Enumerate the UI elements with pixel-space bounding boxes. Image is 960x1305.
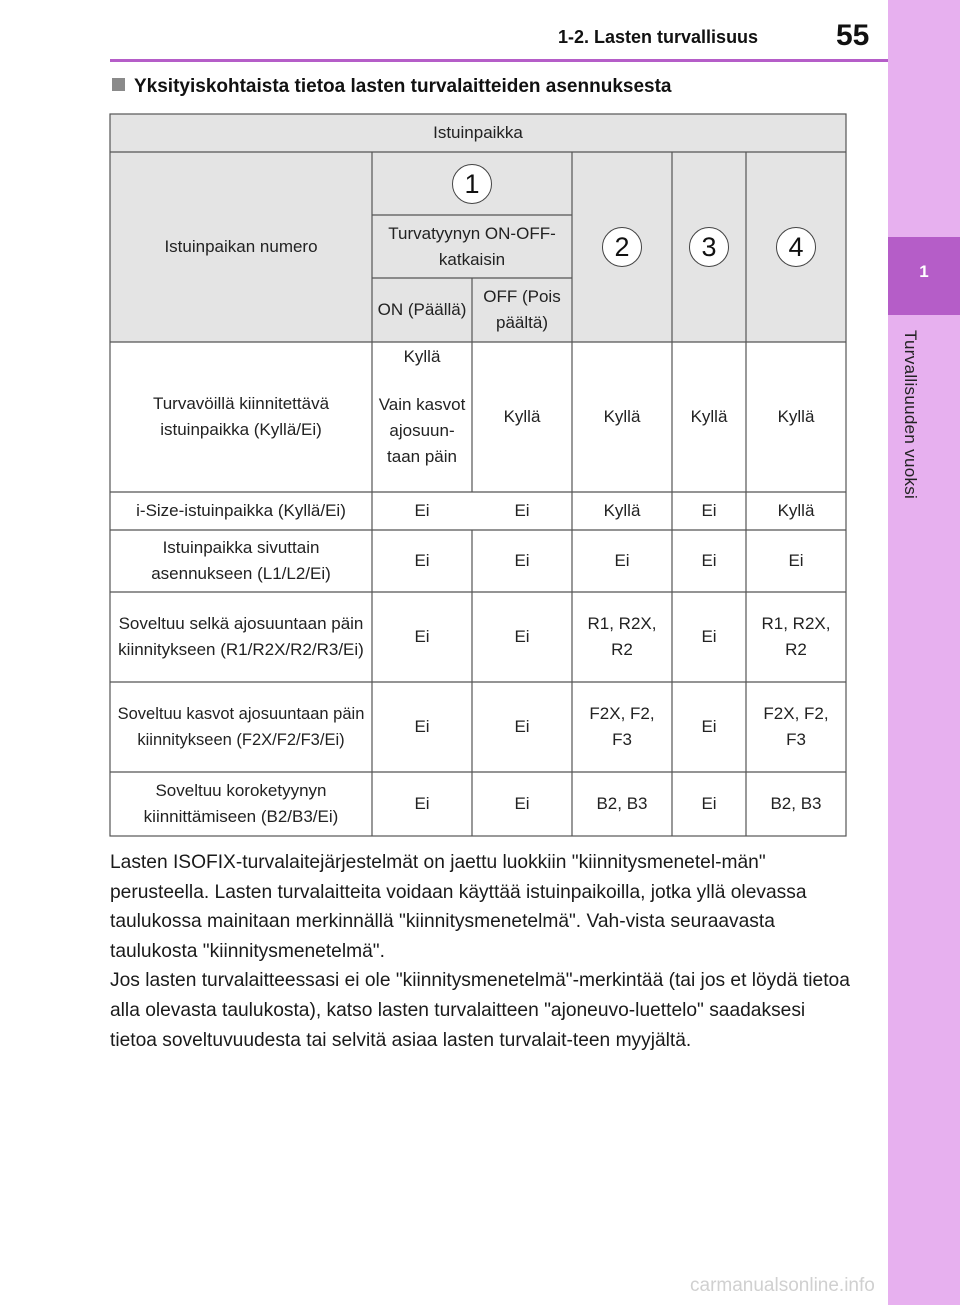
seat-number-2-icon: 2 — [602, 227, 642, 267]
paragraph: Lasten ISOFIX-turvalaitejärjestelmät on jaettu luokkiin "kiinnitysmenetel-män" perusteella. Lasten turvalaitteita voidaan käyttää istuinpaikoilla, jotka yllä olevassa taulukossa mainitaan merkinnällä "kiinnitysmenetelmä". Vah-vista seuraavasta taulukosta "kiinnitysmenetelmä". — [110, 852, 807, 962]
paragraph: Jos lasten turvalaitteessasi ei ole "kiinnitysmenetelmä"-merkintää (tai jos et löydä tietoa alla olevasta taulukosta), katso lasten turvalaitteen "ajoneuvo-luettelo" saadaksesi tietoa soveltuvuudesta tai selvitä asiaa lasten turvalait-teen myyjältä. — [110, 970, 850, 1051]
seat-number-label: Istuinpaikan numero — [164, 237, 318, 256]
row-label: Soveltuu kasvot ajosuuntaan päin kiinnitykseen (F2X/F2/F3/Ei) — [117, 705, 365, 749]
table-cell: Ei — [514, 501, 530, 520]
table-cell: Ei — [701, 501, 717, 520]
table-header-seat-position: Istuinpaikka — [433, 123, 523, 142]
table-cell: Ei — [788, 551, 804, 570]
table-cell: B2, B3 — [770, 794, 822, 813]
table-cell: Kyllä — [777, 407, 815, 426]
seat-number-1-icon: 1 — [452, 164, 492, 204]
row-label: i-Size-istuinpaikka (Kyllä/Ei) — [136, 501, 346, 520]
chapter-number: 1 — [919, 262, 929, 281]
seat-2-cell — [572, 152, 672, 342]
table-cell: Vain kasvot ajosuun-taan päin — [378, 395, 466, 466]
table-cell: Ei — [701, 551, 717, 570]
table-cell: Kyllä — [403, 347, 441, 366]
body-text — [110, 848, 850, 1055]
table-cell: Ei — [514, 794, 530, 813]
table-cell: R1, R2X, R2 — [587, 614, 657, 659]
table-cell: Ei — [414, 627, 430, 646]
chapter-title: Turvallisuuden vuoksi — [901, 330, 920, 500]
table-cell: Ei — [514, 627, 530, 646]
seat-number-3-icon: 3 — [689, 227, 729, 267]
table-cell: Kyllä — [777, 501, 815, 520]
row-label: Soveltuu selkä ajosuuntaan päin kiinnitykseen (R1/R2X/R2/R3/Ei) — [118, 614, 364, 659]
table-cell: Ei — [701, 717, 717, 736]
seat-1-cell — [372, 152, 572, 215]
airbag-switch-label: Turvatyynyn ON-OFF-katkaisin — [388, 223, 556, 269]
row-label: Soveltuu koroketyynyn kiinnittämiseen (B2/B3/Ei) — [143, 781, 339, 826]
table-cell: Ei — [614, 551, 630, 570]
section-title: 1-2. Lasten turvallisuus — [558, 27, 759, 47]
table-cell: Ei — [514, 551, 530, 570]
table-cell: Ei — [701, 794, 717, 813]
table-cell: Ei — [414, 551, 430, 570]
table-cell: Kyllä — [503, 407, 541, 426]
table-cell: R1, R2X, R2 — [761, 614, 831, 659]
table-cell: F2X, F2, F3 — [589, 704, 655, 749]
table-cell: Kyllä — [603, 501, 641, 520]
subsection-heading-text: Yksityiskohtaista tietoa lasten turvalaitteiden asennuksesta — [134, 76, 672, 97]
switch-on-label: ON (Päällä) — [377, 300, 467, 319]
table-cell: Ei — [414, 717, 430, 736]
table-cell: Ei — [514, 717, 530, 736]
watermark: carmanualsonline.info — [690, 1275, 875, 1296]
table-cell: Ei — [701, 627, 717, 646]
table-cell: Ei — [414, 794, 430, 813]
row-label: Istuinpaikka sivuttain asennukseen (L1/L2/Ei) — [151, 538, 331, 583]
page-number: 55 — [836, 19, 870, 52]
table-cell: F2X, F2, F3 — [763, 704, 829, 749]
row-label: Turvavöillä kiinnitettävä istuinpaikka (Kyllä/Ei) — [152, 394, 330, 439]
table-cell: Kyllä — [603, 407, 641, 426]
seat-4-cell — [746, 152, 846, 342]
switch-off-label: OFF (Pois päältä) — [483, 287, 561, 332]
table-cell: Ei — [414, 501, 430, 520]
table-cell: Kyllä — [690, 407, 728, 426]
seat-3-cell — [672, 152, 746, 342]
seat-number-4-icon: 4 — [776, 227, 816, 267]
table-cell: B2, B3 — [596, 794, 648, 813]
